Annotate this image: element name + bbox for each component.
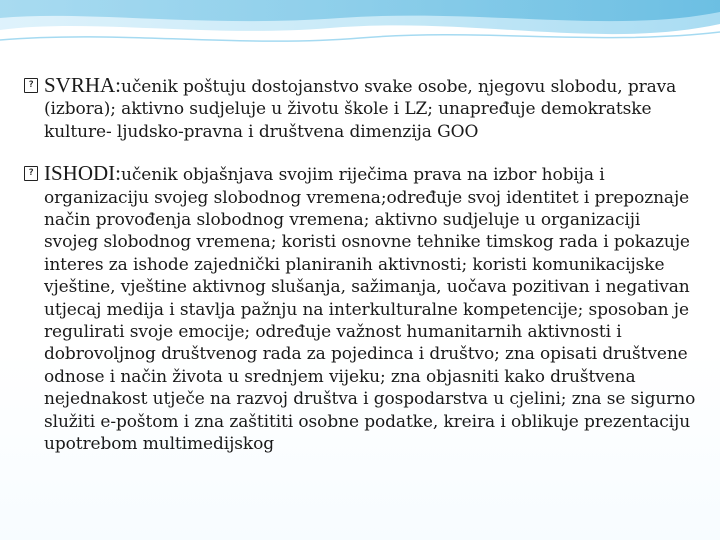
slide-content	[24, 74, 696, 456]
purpose-text: učenik poštuju dostojanstvo svake osobe, njegovu slobodu, prava (izbora); aktivno sudjeluje u životu škole i LZ; unapređuje demokratske kulture- ljudsko-pravna i društvena dimenzija GOO	[44, 77, 677, 142]
outcomes-text: učenik objašnjava svojim riječima prava na izbor hobija i organizaciju svojeg slobodnog vremena;određuje svoj identitet i prepoznaje način provođenja slobodnog vremena; aktivno sudjeluje u organizaciji svojeg slobodnog vremena; koristi osnovne tehnike timskog rada i pokazuje interes za ishode zajednički planiranih aktivnosti; koristi komunikacijske vještine, vještine aktivnog slušanja, sažimanja, uočava pozitivan i negativan utjecaj medija i stavlja pažnju na interkulturalne kompetencije; sposoban je regulirati svoje emocije; određuje važnost humanitarnih aktivnosti i dobrovoljnog društvenog rada za pojedinca i društvo; zna opisati društvene odnose i način života u srednjem vijeku; zna objasniti kako društvena nejednakost utječe na razvoj društva i gospodarstva u cjelini; zna se sigurno služiti e-poštom i zna zaštititi osobne podatke, kreira i oblikuje prezentaciju upotrebom multimedijskog	[44, 165, 696, 455]
outcomes-paragraph	[24, 162, 696, 455]
top-wave-decoration	[0, 0, 720, 62]
missing-glyph-box-icon	[24, 166, 38, 181]
outcomes-heading: ISHODI:	[44, 161, 121, 186]
purpose-paragraph	[24, 74, 696, 143]
purpose-heading: SVRHA:	[44, 73, 122, 97]
missing-glyph-box-icon	[24, 78, 38, 93]
